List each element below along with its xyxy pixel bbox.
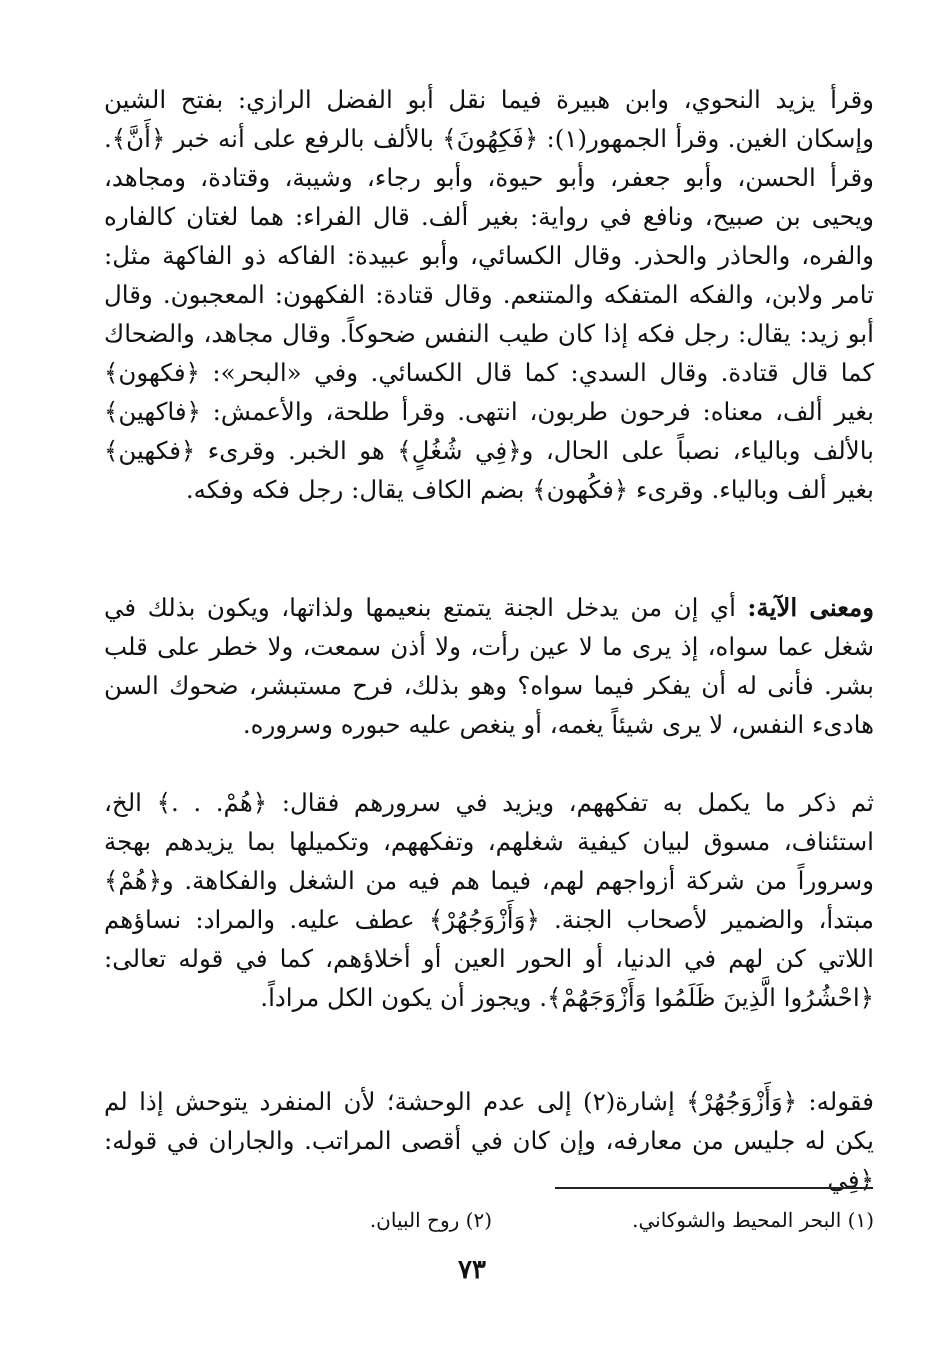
paragraph-text: وقرأ يزيد النحوي، وابن هبيرة فيما نقل أبو الفضل الرازي: بفتح الشين وإسكان الغين. وقرأ الجمهور(١): ﴿فَكِهُونَ﴾ بالألف بالرفع على أنه خبر ﴿أَنَّ﴾. وقرأ الحسن، وأبو جعفر، وأبو حيوة، وأبو رجاء، وشيبة، وقتادة، ومجاهد، ويحيى بن صبيح، ونافع في رواية: بغير ألف. قال الفراء: هما لغتان كالفاره والفره، والحاذر والحذر. وقال الكسائي، وأبو عبيدة: الفاكه ذو الفاكهة مثل: تامر ولابن، والفكه المتفكه والمتنعم. وقال قتادة: الفكهون: المعجبون. وقال أبو زيد: يقال: رجل فكه إذا كان طيب النفس ضحوكاً. وقال مجاهد، والضحاك كما قال قتادة. وقال السدي: كما قال الكسائي. وفي «البحر»: ﴿فكهون﴾ بغير ألف، معناه: فرحون طربون، انتهى. وقرأ طلحة، والأعمش: ﴿فاكهين﴾ بالألف وبالياء، نصباً على الحال، و﴿فِي شُغُلٍ﴾ هو الخبر. وقرىء ﴿فكهين﴾ بغير ألف وبالياء. وقرىء ﴿فكُهون﴾ بضم الكاف يقال: رجل فكه وفكه. [104,85,874,504]
paragraph-readings [104,80,874,509]
footnotes [104,1200,874,1240]
paragraph-text: أي إن من يدخل الجنة يتمتع بنعيمها ولذاتها، ويكون بذلك في شغل عما سواه، إذ يرى ما لا عين رأت، ولا أذن سمعت، ولا خطر على قلب بشر. فأنى له أن يفكر فيما سواه؟ وهو بذلك، فرح مستبشر، ضحوك السن هادىء النفس، لا يرى شيئاً يغمه، أو ينغص عليه حبوره وسروره. [104,593,874,739]
footnote-divider [555,1187,873,1189]
page-number: ٧٣ [458,1255,486,1285]
footnote-1: (١) البحر المحيط والشوكاني. [632,1208,874,1232]
paragraph-lead: ومعنى الآية: [747,593,874,622]
paragraph-text: فقوله: ﴿وَأَزْوَجُهُرْ﴾ إشارة(٢) إلى عدم الوحشة؛ لأن المنفرد يتوحش إذا لم يكن له جليس من معارفه، وإن كان في أقصى المراتب. والجاران في قوله: ﴿فِي [104,1087,875,1194]
paragraph-loneliness [104,1082,874,1199]
footnote-2: (٢) روح البيان. [369,1208,492,1232]
paragraph-spouses [104,783,874,1017]
paragraph-verse-meaning [104,588,874,744]
paragraph-text: ثم ذكر ما يكمل به تفكههم، ويزيد في سرورهم فقال: ﴿هُمْ. . .﴾ الخ، استئناف، مسوق لبيان كيفية شغلهم، وتفكههم، وتكميلها بما يزيدهم بهجة وسروراً من شركة أزواجهم لهم، فيما هم فيه من الشغل والفكاهة. و﴿هُمْ﴾ مبتدأ، والضمير لأصحاب الجنة. ﴿وَأَزْوَجُهُرْ﴾ عطف عليه. والمراد: نساؤهم اللاتي كن لهم في الدنيا، أو الحور العين أو أخلاؤهم، كما في قوله تعالى: ﴿احْشُرُوا الَّذِينَ ظَلَمُوا وَأَزْوَجَهُمْ﴾. ويجوز أن يكون الكل مراداً. [104,788,874,1012]
